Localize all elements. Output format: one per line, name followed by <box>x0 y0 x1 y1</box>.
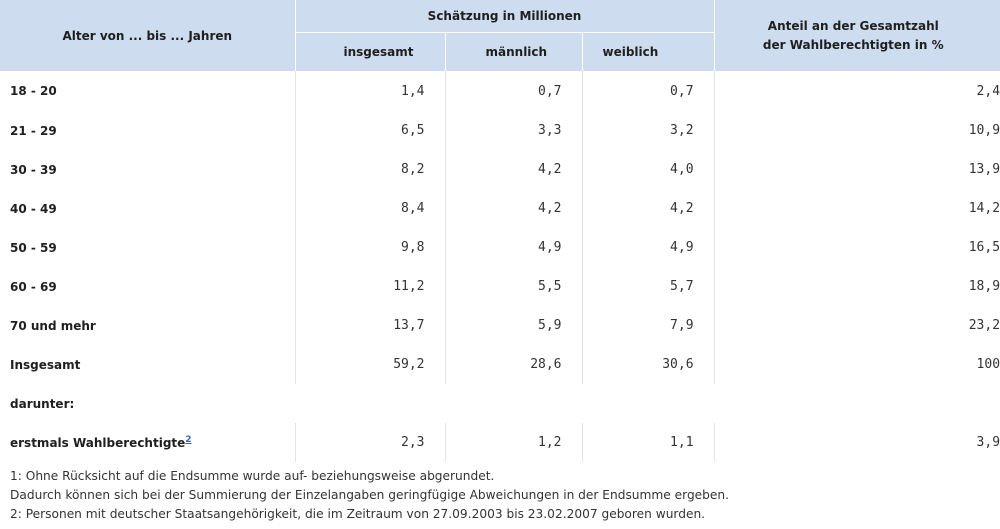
table-row-first-voters <box>0 423 1000 462</box>
row-label: Insgesamt <box>10 357 81 372</box>
cell-male: 3,3 <box>445 111 582 150</box>
cell-total: 1,4 <box>295 71 445 111</box>
cell-share: 13,9 <box>714 150 1000 189</box>
row-label <box>0 423 295 462</box>
row-label: 50 - 59 <box>10 240 57 255</box>
cell-female: 30,6 <box>582 345 714 384</box>
header-female: weiblich <box>582 33 714 72</box>
cell-female: 1,1 <box>582 423 714 462</box>
cell-total: 6,5 <box>295 111 445 150</box>
table-row <box>0 306 1000 345</box>
header-estimate: Schätzung in Millionen <box>295 0 714 33</box>
first-voters-label: erstmals Wahlberechtigte <box>10 436 186 450</box>
cell-female: 4,9 <box>582 228 714 267</box>
cell-total: 8,4 <box>295 189 445 228</box>
footnote-2: 2: Personen mit deutscher Staatsangehörigkeit, die im Zeitraum von 27.09.2003 bis 23.02.2007 geboren wurden. <box>10 507 706 521</box>
table-row-subheading <box>0 384 1000 423</box>
cell-female: 3,2 <box>582 111 714 150</box>
cell-female: 4,2 <box>582 189 714 228</box>
row-label-darunter: darunter: <box>10 396 75 411</box>
cell-male: 1,2 <box>445 423 582 462</box>
cell-female: 0,7 <box>582 71 714 111</box>
cell-total: 13,7 <box>295 306 445 345</box>
cell-female: 5,7 <box>582 267 714 306</box>
cell-share: 16,5 <box>714 228 1000 267</box>
row-label: 60 - 69 <box>10 279 57 294</box>
header-male: männlich <box>445 33 582 72</box>
row-label: 30 - 39 <box>10 162 57 177</box>
cell-share: 23,2 <box>714 306 1000 345</box>
table-row <box>0 189 1000 228</box>
cell-total: 11,2 <box>295 267 445 306</box>
cell-share: 14,2 <box>714 189 1000 228</box>
header-total: insgesamt <box>295 33 445 72</box>
row-label: 21 - 29 <box>10 123 57 138</box>
row-label: 70 und mehr <box>10 318 96 333</box>
cell-female: 7,9 <box>582 306 714 345</box>
cell-share: 18,9 <box>714 267 1000 306</box>
table-row <box>0 150 1000 189</box>
table-row <box>0 267 1000 306</box>
cell-share: 10,9 <box>714 111 1000 150</box>
footnote-link[interactable]: 2 <box>185 435 192 445</box>
footnote-1: 1: Ohne Rücksicht auf die Endsumme wurde auf- beziehungsweise abgerundet. <box>10 469 495 483</box>
cell-female: 4,0 <box>582 150 714 189</box>
header-share-line2: der Wahlberechtigten in % <box>762 37 944 52</box>
cell-total: 8,2 <box>295 150 445 189</box>
table-row <box>0 71 1000 111</box>
cell-male: 28,6 <box>445 345 582 384</box>
row-label: 40 - 49 <box>10 201 57 216</box>
cell-total: 2,3 <box>295 423 445 462</box>
cell-male: 4,2 <box>445 189 582 228</box>
cell-share: 3,9 <box>714 423 1000 462</box>
cell-male: 4,9 <box>445 228 582 267</box>
row-label: 18 - 20 <box>10 84 57 98</box>
cell-share: 2,4 <box>714 71 1000 111</box>
table-row <box>0 228 1000 267</box>
table-row <box>0 111 1000 150</box>
cell-share: 100 <box>714 345 1000 384</box>
cell-male: 5,9 <box>445 306 582 345</box>
cell-total: 9,8 <box>295 228 445 267</box>
cell-total: 59,2 <box>295 345 445 384</box>
header-share <box>714 0 1000 71</box>
cell-male: 5,5 <box>445 267 582 306</box>
header-share-line1: Anteil an der Gesamtzahl <box>767 18 939 33</box>
footnotes <box>0 467 1000 524</box>
header-age: Alter von ... bis ... Jahren <box>0 0 295 71</box>
table-row-total <box>0 345 1000 384</box>
footnote-1-continued: Dadurch können sich bei der Summierung der Einzelangaben geringfügige Abweichungen in der Endsumme ergeben. <box>10 488 730 502</box>
cell-male: 0,7 <box>445 71 582 111</box>
cell-male: 4,2 <box>445 150 582 189</box>
